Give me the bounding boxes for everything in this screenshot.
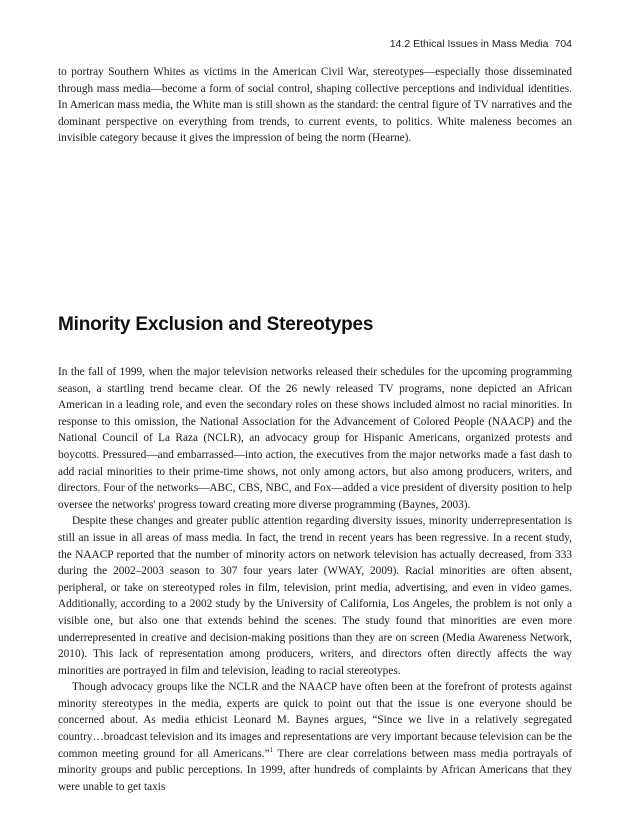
paragraph-2: Despite these changes and greater public attention regarding diversity issues, minority underrepresentation is still an issue in all areas of mass media. In fact, the trend in recent years has been regressive. In a recent study, the NAACP reported that the number of minority actors on network television has actually decreased, from 333 during the 2002–2003 season to 307 four years later (WWAY, 2009). Racial minorities are often absent, peripheral, or take on stereotyped roles in film, television, print media, advertising, and even in video games. Additionally, according to a 2002 study by the University of California, Los Angeles, the problem is not only a visible one, but also one that extends behind the scenes. The study found that minorities are even more underrepresented in creative and decision-making positions than they are on screen (Media Awareness Network, 2010). This lack of representation among producers, writers, and directors often directly affects the way minorities are portrayed in film and television, leading to racial stereotypes. bbox=[58, 515, 572, 677]
paragraph-3-text-before-note: Though advocacy groups like the NCLR and the NAACP have often been at the forefront of protests against minority stereotypes in the media, experts are quick to point out that the issue is one everyone should be concerned about. As media ethicist Leonard M. Baynes argues, “Since we live in a relatively segregated country…broadcast television and its images and representations are very important because television can be the common meeting ground for all Americans.” bbox=[58, 681, 572, 760]
paragraph-3-text-after-note: There are clear correlations between mass media portrayals of minority groups and public perceptions. In 1999, after hundreds of complaints by African Americans that they were unable to get taxis bbox=[58, 747, 572, 793]
paragraph-3 bbox=[58, 679, 572, 795]
paragraph-1: In the fall of 1999, when the major television networks released their schedules for the upcoming programming season, a startling trend became clear. Of the 26 newly released TV programs, none depicted an African American in a leading role, and even the secondary roles on these shows included almost no racial minorities. In response to this omission, the National Association for the Advancement of Colored People (NAACP) and the National Council of La Raza (NCLR), an advocacy group for Hispanic Americans, organized protests and boycotts. Pressured—and embarrassed—into action, the executives from the major networks made a fast dash to add racial minorities to their prime-time shows, not only among actors, but also among producers, writers, and directors. Four of the networks—ABC, CBS, NBC, and Fox—added a vice president of diversity position to help oversee the networks' progress toward creating more diverse programming (Baynes, 2003). bbox=[58, 366, 572, 511]
intro-text-block bbox=[58, 64, 572, 147]
header-section-title: 14.2 Ethical Issues in Mass Media bbox=[389, 38, 549, 50]
footnote-marker[interactable]: 1 bbox=[269, 745, 274, 754]
running-header bbox=[390, 38, 572, 50]
section-body bbox=[58, 364, 572, 795]
section-heading: Minority Exclusion and Stereotypes bbox=[58, 314, 374, 335]
intro-paragraph: to portray Southern Whites as victims in the American Civil War, stereotypes—especially those disseminated through mass media—become a form of social control, shaping collective perceptions and individual identities. In American mass media, the White man is still shown as the standard: the central figure of TV narratives and the dominant perspective on everything from trends, to current events, to politics. White maleness becomes an invisible category because it gives the impression of being the norm (Hearne). bbox=[58, 66, 572, 145]
header-page-number: 704 bbox=[554, 38, 572, 50]
